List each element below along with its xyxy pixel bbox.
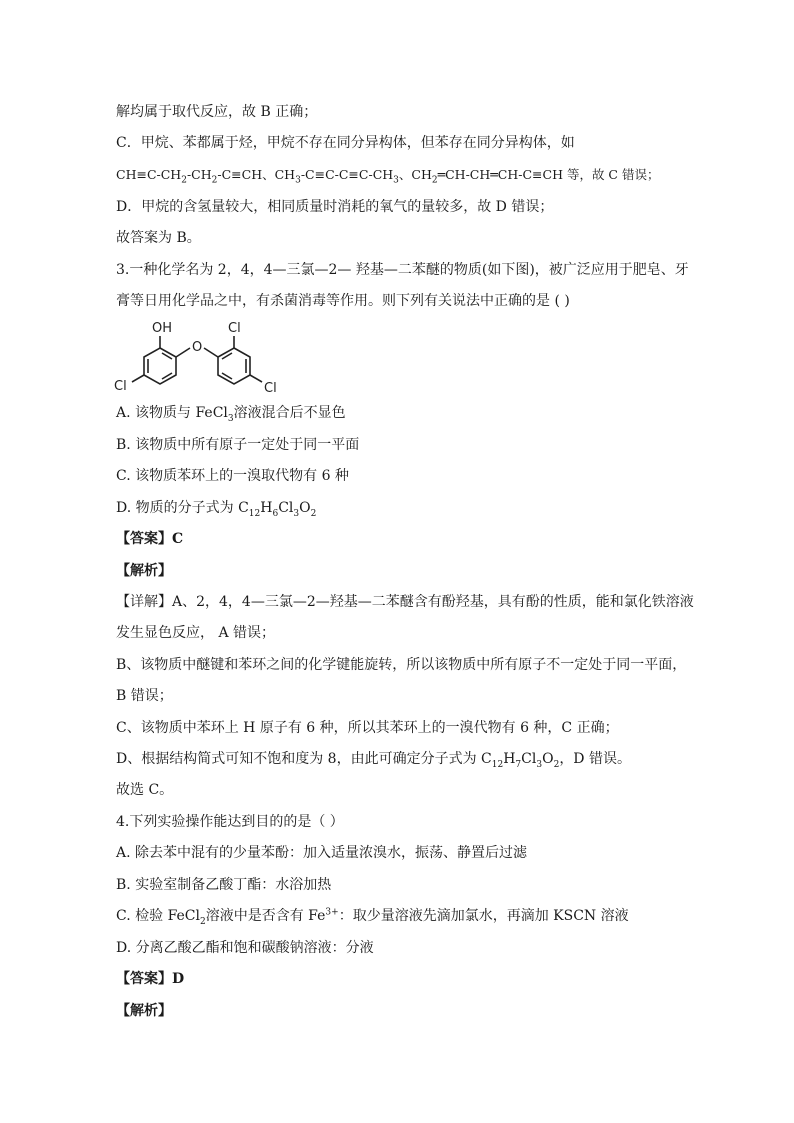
explanation-line: 发生显色反应， A 错误；	[116, 625, 276, 641]
explanation-line: B、该物质中醚键和苯环之间的化学键能旋转，所以该物质中所有原子不一定处于同一平面，	[116, 657, 687, 673]
option-d: D. 物质的分子式为 $C_{12}H_6Cl_3O_2$	[116, 500, 317, 519]
option-b: B. 该物质中所有原子一定处于同一平面	[116, 437, 360, 453]
question-3-stem: 3.一种化学名为 2，4，4—三氯—2— 羟基—二苯醚的物质(如下图)，被广泛应用于肥皂、牙	[116, 262, 689, 278]
explanation-line: B 错误；	[116, 688, 173, 704]
question-4-stem: 4.下列实验操作能达到目的的是（ ）	[116, 814, 344, 830]
option-c: C. 该物质苯环上的一溴取代物有 6 种	[116, 468, 349, 484]
ether-o-label: O	[192, 340, 203, 355]
text-line: 解均属于取代反应，故 B 正确；	[116, 104, 318, 120]
text-line: 故答案为 B。	[116, 230, 201, 246]
cl-label: Cl	[228, 321, 241, 336]
explanation-line: 故选 C。	[116, 782, 174, 798]
analysis-label: 【解析】	[116, 1003, 172, 1019]
question-3-stem: 膏等日用化学品之中，有杀菌消毒等作用。则下列有关说法中正确的是 ( )	[116, 293, 570, 309]
option-a: A. 除去苯中混有的少量苯酚：加入适量浓溴水，振荡、静置后过滤	[116, 845, 528, 861]
cl-label: Cl	[264, 381, 277, 396]
answer-label: 【答案】C	[116, 531, 184, 547]
triclosan-structure-diagram	[110, 318, 300, 396]
analysis-label: 【解析】	[116, 563, 172, 579]
option-b: B. 实验室制备乙酸丁酯：水浴加热	[116, 877, 332, 893]
cl-label: Cl	[114, 379, 127, 394]
option-a: A. 该物质与 FeCl$_3$溶液混合后不显色	[116, 405, 346, 424]
explanation-line: D、根据结构简式可知不饱和度为 8，由此可确定分子式为 $C_{12}H_7Cl_3O_2$，D 错误。	[116, 751, 631, 770]
explanation-line: 【详解】A、2，4，4—三氯—2—羟基—二苯醚含有酚羟基，具有酚的性质，能和氯化铁溶液	[116, 594, 694, 610]
answer-label: 【答案】D	[116, 971, 185, 987]
option-d: D. 分离乙酸乙酯和饱和碳酸钠溶液：分液	[116, 940, 374, 956]
oh-label: OH	[152, 321, 173, 336]
text-line: D．甲烷的含氢量较大，相同质量时消耗的氧气的量较多，故 D 错误；	[116, 199, 554, 215]
isomer-formula: $CH\equiv C-CH_2-CH_2-C\equiv CH$、$CH_3-C\equiv C-C\equiv C-CH_3$、$CH_2═CH-CH═CH-C\equiv CH$ 等，故 C 错误；	[116, 167, 660, 186]
option-c: C. 检验 FeCl$_2$溶液中是否含有 $Fe^{3+}$：取少量溶液先滴加氯水，再滴加 KSCN 溶液	[116, 907, 629, 927]
explanation-line: C、该物质中苯环上 H 原子有 6 种，所以其苯环上的一溴代物有 6 种，C 正确；	[116, 720, 619, 736]
text-line: C．甲烷、苯都属于烃，甲烷不存在同分异构体，但苯存在同分异构体，如	[116, 135, 575, 151]
